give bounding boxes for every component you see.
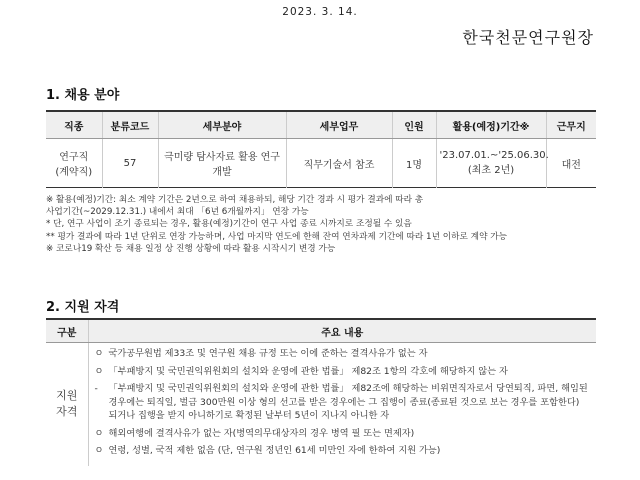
task-cell: 직무기술서 참조 — [286, 139, 392, 188]
note-line: ※ 코로나19 확산 등 채용 일정 상 진행 상황에 따라 활용 시작시기 변경 가능 — [46, 243, 336, 254]
column-header: 주요 내용 — [88, 319, 596, 343]
item-text: 해외여행에 결격사유가 없는 자(병역의무대상자의 경우 병역 필 또는 면제자) — [108, 427, 415, 439]
section-title-recruitment-field: 1. 채용 분야 — [46, 88, 120, 103]
job-type-cell: 연구직 (계약직) — [55, 152, 93, 178]
bullet: - — [94, 383, 98, 394]
location-cell: 대전 — [546, 139, 596, 188]
field-cell: 극미량 탐사자료 활용 연구개발 — [158, 139, 286, 188]
table-row — [46, 343, 596, 466]
count-cell: 1명 — [392, 139, 436, 188]
list-item — [95, 347, 591, 361]
period-cell: '23.07.01.~'25.06.30. (최초 2년) — [436, 139, 546, 188]
table-row — [46, 139, 596, 188]
item-text: 「부패방지 및 국민권익위원회의 설치와 운영에 관한 법률」 제82조에 해당하는 비위면직자로서 당연퇴직, 파면, 해임된 경우에는 퇴직일, 벌금 300만원 이상 형의 선고를 받은 경우에는 그 집행이 종료(종료된 것으로 보는 경우를 포함한다) 되거나 집행을 받지 아니하기로 확정된 날부터 5년이 지나지 아니한 자 — [108, 383, 588, 421]
list-item — [95, 427, 591, 441]
bullet: ㅇ — [94, 348, 104, 359]
column-header: 세부업무 — [286, 111, 392, 139]
column-header: 활용(예정)기간※ — [436, 111, 546, 139]
bullet: ㅇ — [94, 445, 104, 456]
note-line: ※ 활용(예정)기간: 최소 계약 기간은 2년으로 하여 채용하되, 해당 기간 경과 시 평가 결과에 따라 총 — [46, 195, 424, 205]
group-label-cell: 지원 자격 — [56, 389, 78, 419]
bullet: ㅇ — [94, 427, 104, 439]
document-date: 2023. 3. 14. — [282, 6, 358, 18]
item-text: 국가공무원법 제33조 및 연구원 채용 규정 또는 이에 준하는 결격사유가 없는 자 — [108, 348, 428, 359]
list-item — [95, 382, 591, 423]
note-line: ** 평가 결과에 따라 1년 단위로 연장 가능하며, 사업 마지막 연도에 한해 잔여 연차과제 기간에 따라 1년 이하로 계약 가능 — [46, 231, 508, 242]
table-header-row — [46, 111, 596, 139]
column-header: 근무지 — [546, 111, 596, 139]
items-cell — [88, 343, 596, 466]
note-line: * 단, 연구 사업이 조기 종료되는 경우, 활용(예정)기간이 연구 사업 종료 시까지로 조정될 수 있음 — [46, 219, 412, 230]
table-header-row — [46, 319, 596, 343]
bullet: ㅇ — [94, 365, 104, 377]
column-header: 구분 — [46, 319, 88, 343]
qualifications-table — [46, 318, 596, 466]
code-cell: 57 — [102, 139, 158, 188]
column-header: 세부분야 — [158, 111, 286, 139]
list-item — [95, 365, 591, 379]
column-header: 인원 — [392, 111, 436, 139]
column-header: 직종 — [46, 111, 102, 139]
list-item — [95, 444, 591, 458]
recruitment-table — [46, 110, 596, 188]
section-title-qualifications: 2. 지원 자격 — [46, 300, 120, 315]
item-text: 「부패방지 및 국민권익위원회의 설치와 운영에 관한 법률」 제82조 1항의 각호에 해당하지 않는 자 — [108, 365, 508, 377]
note-line: 사업기간(~2029.12.31.) 내에서 최대 「6년 6개월까지」 연장 가능 — [46, 207, 309, 218]
column-header: 분류코드 — [102, 111, 158, 139]
notes-block — [46, 194, 606, 255]
organization-signature: 한국천문연구원장 — [462, 28, 594, 47]
item-text: 연령, 성별, 국적 제한 없음 (단, 연구원 정년인 61세 미만인 자에 한하여 지원 가능) — [108, 445, 441, 456]
